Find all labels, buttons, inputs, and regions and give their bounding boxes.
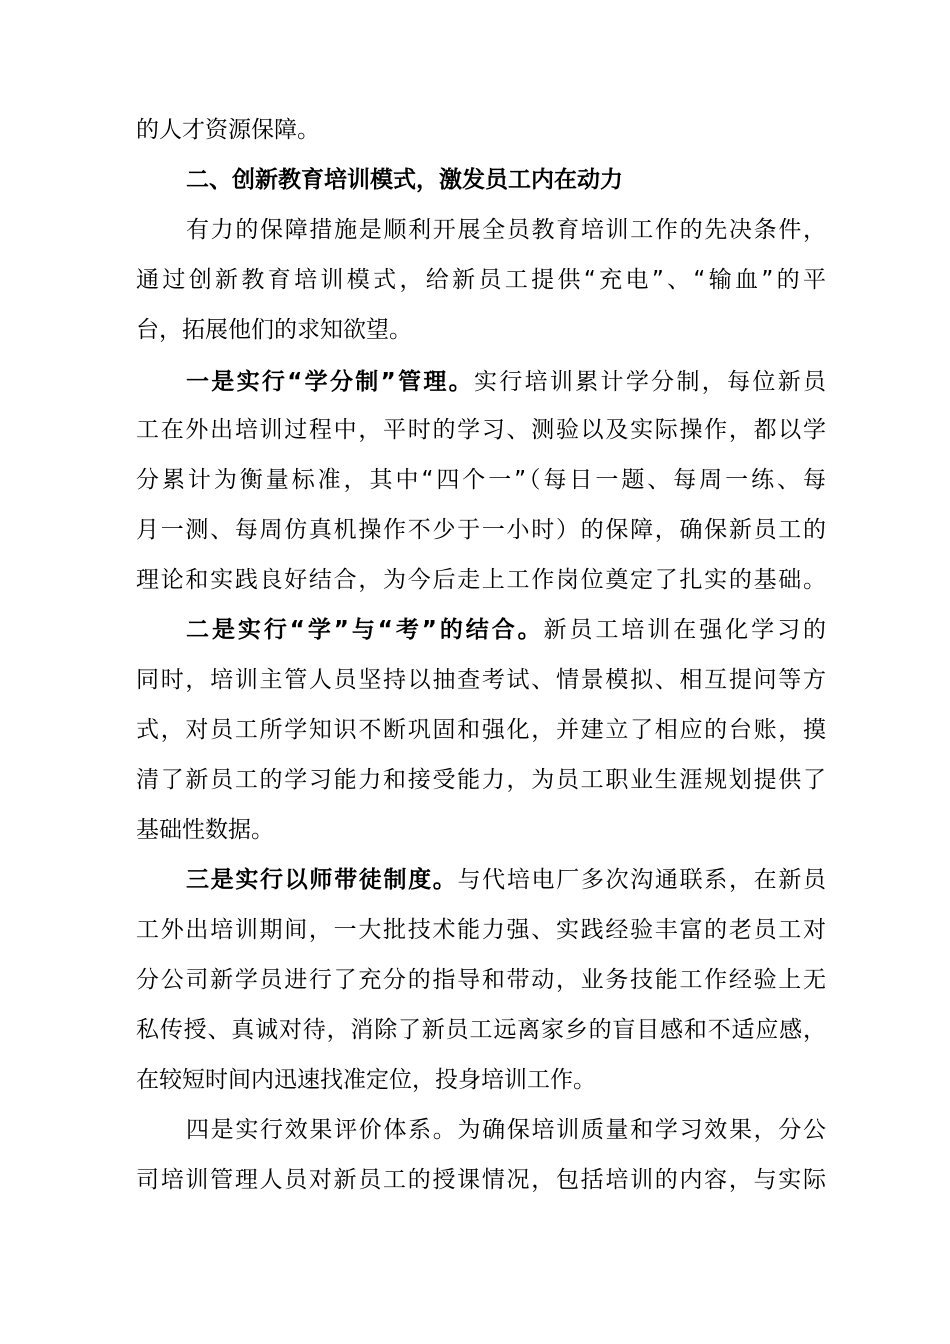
- text-line-5: 台，拓展他们的求知欲望。: [136, 317, 412, 343]
- text-line-21: 四是实行效果评价体系。为确保培训质量和学习效果，分公: [186, 1117, 826, 1143]
- text-line-12: 同时，培训主管人员坚持以抽查考试、情景模拟、相互提问等方: [136, 667, 826, 693]
- text-line-8: 分累计为衡量标准，其中“四个一”（每日一题、每周一练、每: [136, 467, 826, 493]
- text-line-4: 通过创新教育培训模式，给新员工提供“充电”、“输血”的平: [136, 267, 826, 293]
- text-line-9: 月一测、每周仿真机操作不少于一小时）的保障，确保新员工的: [136, 517, 826, 543]
- text-line-13: 式，对员工所学知识不断巩固和强化，并建立了相应的台账，摸: [136, 717, 826, 743]
- text-line-16: 三是实行以师带徒制度。与代培电厂多次沟通联系，在新员: [186, 867, 827, 893]
- text-line-11: 二是实行“学”与“考”的结合。新员工培训在强化学习的: [186, 617, 827, 643]
- item-three-heading: 三是实行以师带徒制度。: [186, 867, 458, 893]
- text-line-10: 理论和实践良好结合，为今后走上工作岗位奠定了扎实的基础。: [136, 567, 826, 593]
- text-line-22: 司培训管理人员对新员工的授课情况，包括培训的内容，与实际: [136, 1167, 826, 1193]
- text-line-17: 工外出培训期间，一大批技术能力强、实践经验丰富的老员工对: [136, 917, 826, 943]
- text-line-15: 基础性数据。: [136, 817, 274, 843]
- item-one-heading: 一是实行“学分制”管理。: [186, 369, 474, 395]
- text-line-6: 一是实行“学分制”管理。实行培训累计学分制，每位新员: [186, 369, 827, 395]
- text-line-14: 清了新员工的学习能力和接受能力，为员工职业生涯规划提供了: [136, 767, 826, 793]
- text-line-18: 分公司新学员进行了充分的指导和带动，业务技能工作经验上无: [136, 967, 826, 993]
- section-heading: 二、创新教育培训模式，激发员工内在动力: [186, 167, 623, 193]
- text-line-19: 私传授、真诚对待，消除了新员工远离家乡的盲目感和不适应感，: [136, 1017, 826, 1043]
- text-line-7: 工在外出培训过程中，平时的学习、测验以及实际操作，都以学: [136, 417, 826, 443]
- text-line-20: 在较短时间内迅速找准定位，投身培训工作。: [136, 1067, 596, 1093]
- item-two-heading: 二是实行“学”与“考”的结合。: [186, 617, 544, 643]
- text-line-1: 的人才资源保障。: [136, 117, 320, 143]
- text-line-3: 有力的保障措施是顺利开展全员教育培训工作的先决条件，: [186, 217, 826, 243]
